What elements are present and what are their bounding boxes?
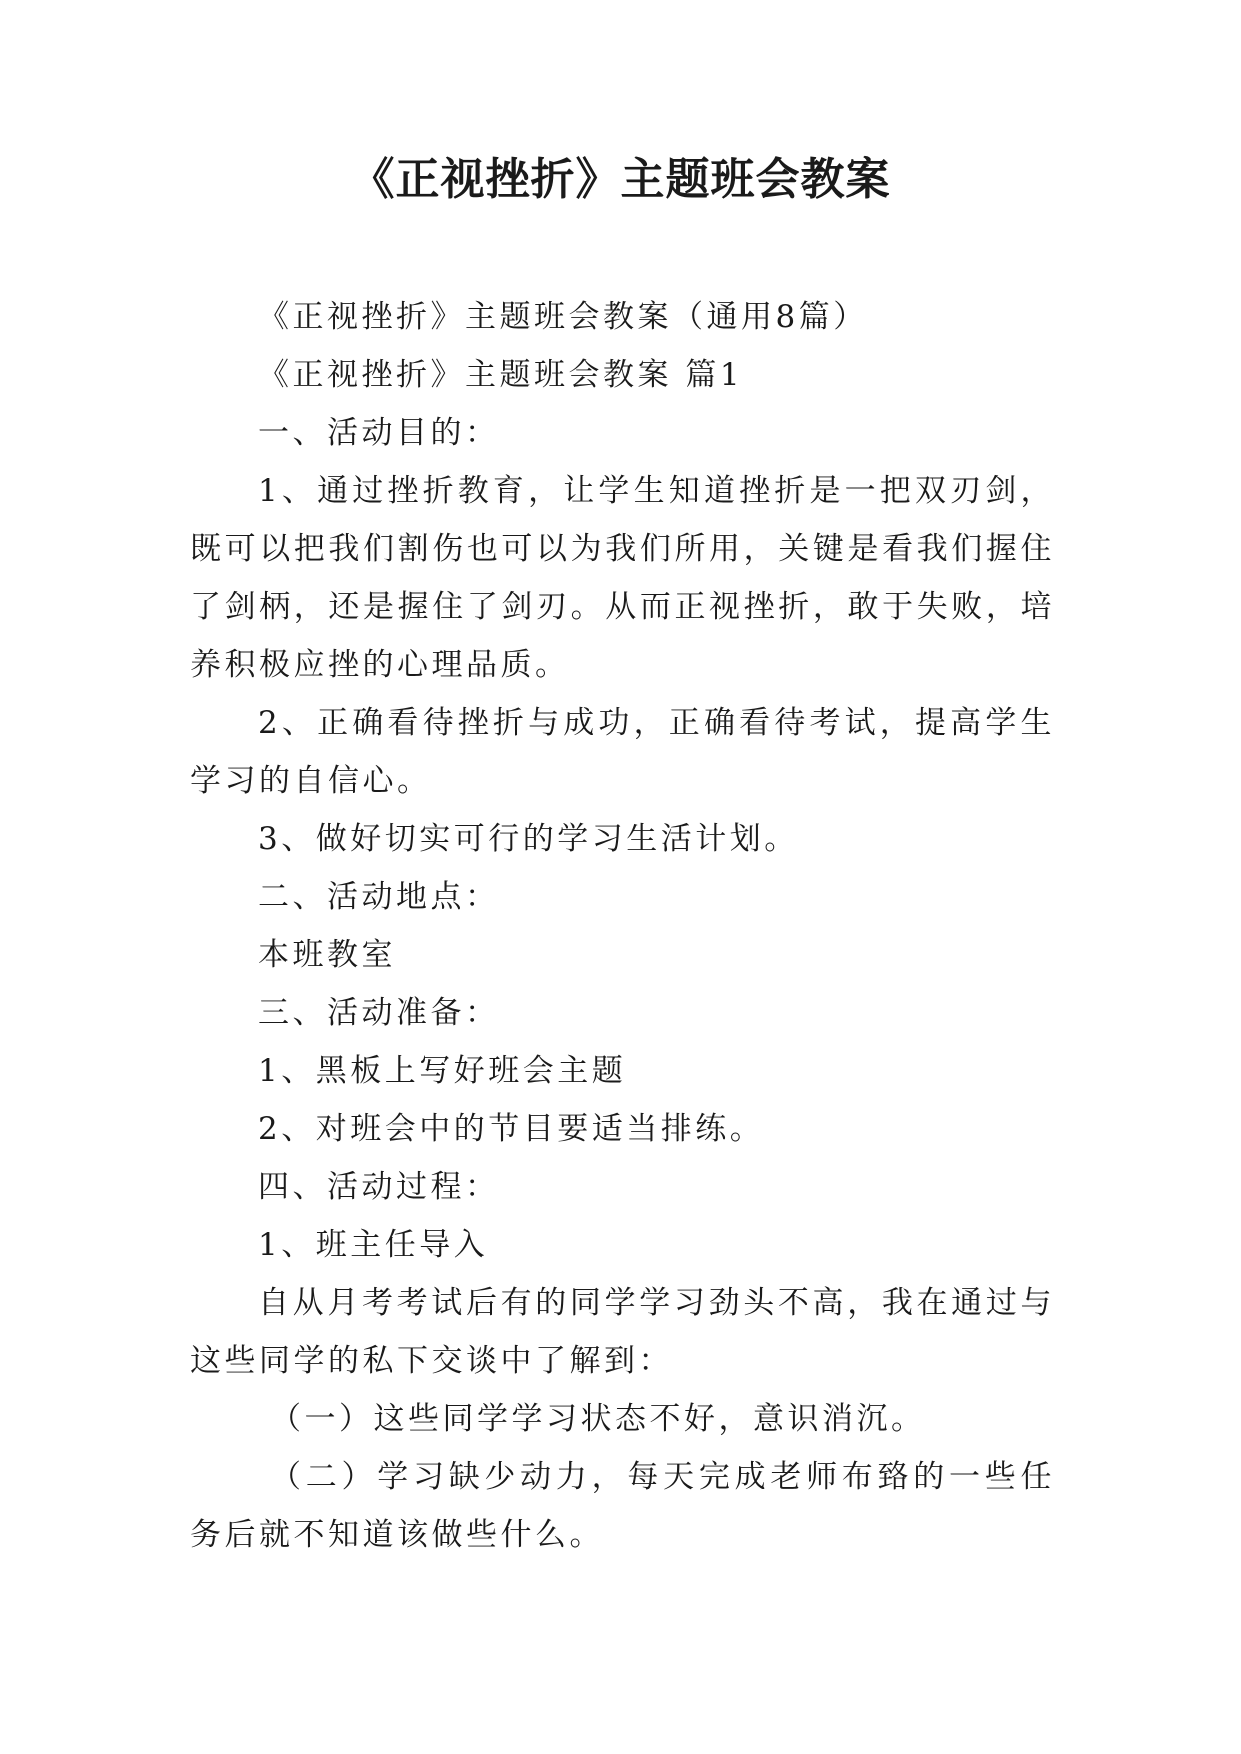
heading-activity-goal: 一、活动目的： [258,415,500,451]
paragraph-preparation-2: 2、对班会中的节目要适当排练。 [258,1111,765,1147]
paragraph-process-intro: 自从月考考试后有的同学学习劲头不高，我在通过与这些同学的私下交谈中了解到： [190,1285,1055,1379]
paragraph-goal-2: 2、正确看待挫折与成功，正确看待考试，提高学生学习的自信心。 [190,705,1055,799]
paragraph-preparation-1: 1、黑板上写好班会主题 [258,1053,627,1089]
heading-activity-process: 四、活动过程： [258,1169,500,1205]
heading-activity-location: 二、活动地点： [258,879,500,915]
document-body [190,288,1055,1564]
paragraph-process-1: 1、班主任导入 [258,1227,489,1263]
paragraph-process-point-2: （二）学习缺少动力，每天完成老师布臵的一些任务后就不知道该做些什么。 [190,1459,1055,1553]
paragraph-goal-3: 3、做好切实可行的学习生活计划。 [258,821,799,857]
document-title: 《正视挫折》主题班会教案 [350,154,891,205]
paragraph-subtitle: 《正视挫折》主题班会教案（通用8篇） [258,299,868,335]
paragraph-location: 本班教室 [258,937,396,973]
paragraph-section-heading: 《正视挫折》主题班会教案 篇1 [258,357,744,393]
paragraph-goal-1: 1、通过挫折教育，让学生知道挫折是一把双刃剑，既可以把我们割伤也可以为我们所用，关键是看我们握住了剑柄，还是握住了剑刃。从而正视挫折，敢于失败，培养积极应挫的心理品质。 [190,473,1055,683]
heading-activity-preparation: 三、活动准备： [258,995,500,1031]
paragraph-process-point-1: （一）这些同学学习状态不好，意识消沉。 [270,1401,926,1437]
